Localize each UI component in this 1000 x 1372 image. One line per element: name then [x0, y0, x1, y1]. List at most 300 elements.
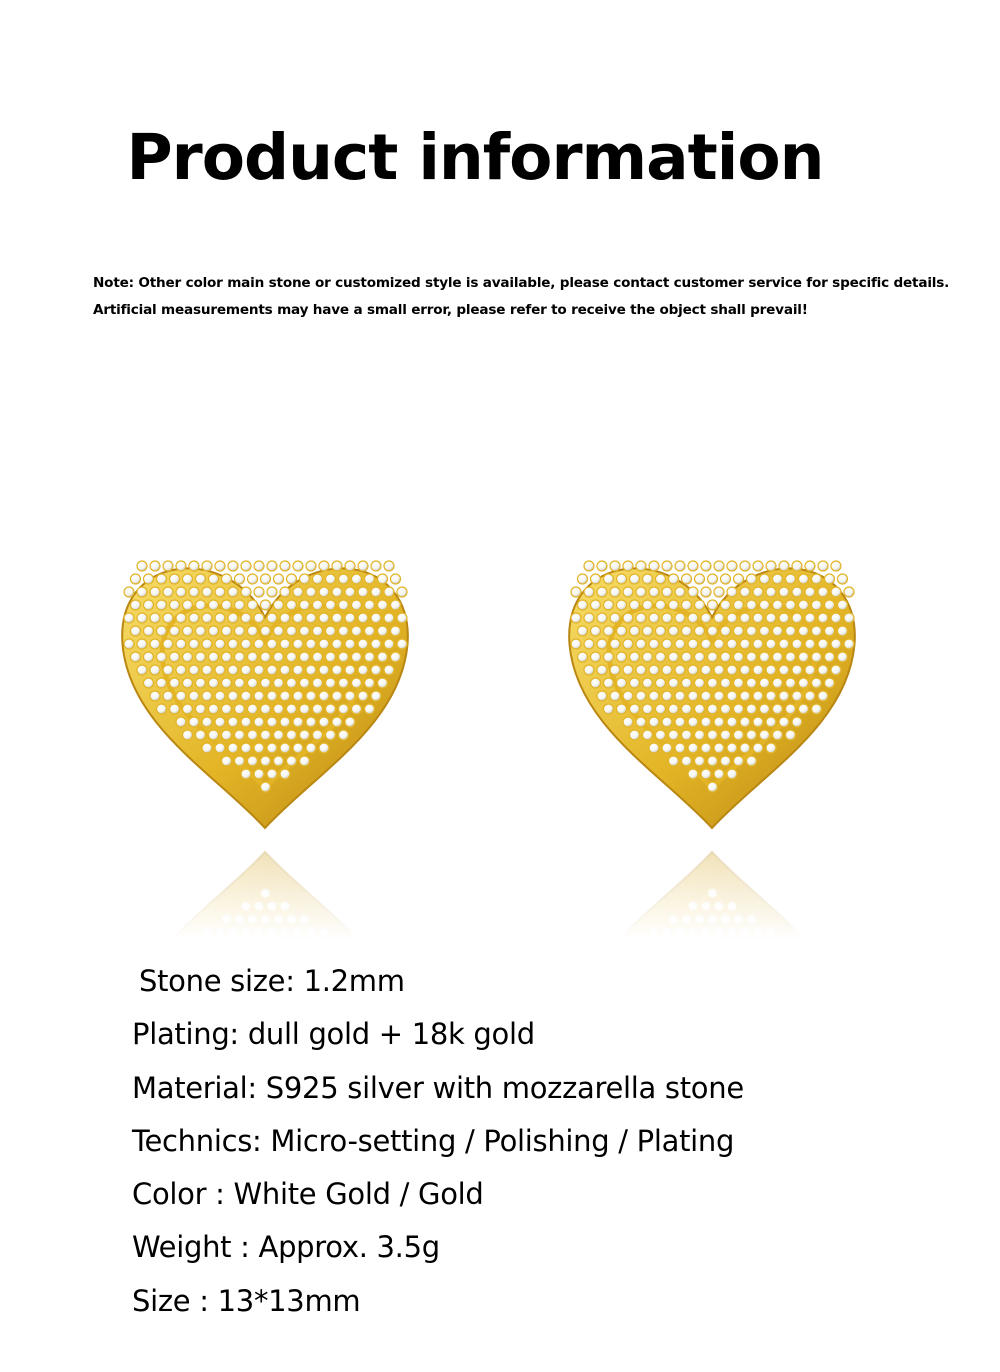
- pave-stone: [365, 678, 375, 688]
- pave-stone: [584, 587, 594, 597]
- pave-stone: [378, 600, 388, 610]
- pave-stone: [669, 652, 679, 662]
- pave-stone: [740, 561, 750, 571]
- pave-stone: [753, 665, 763, 675]
- pave-stone: [267, 665, 277, 675]
- pave-stone: [701, 665, 711, 675]
- pave-stone: [222, 704, 232, 714]
- pave-stone: [352, 678, 362, 688]
- pave-stone: [150, 665, 160, 675]
- pave-stone: [183, 600, 193, 610]
- pave-stone: [241, 717, 251, 727]
- pave-stone: [649, 743, 659, 753]
- pave-stone: [662, 587, 672, 597]
- pave-stone: [235, 756, 245, 766]
- pave-stone: [397, 587, 407, 597]
- pave-stone: [682, 730, 692, 740]
- pave-stone: [300, 626, 310, 636]
- pave-stone: [131, 626, 141, 636]
- pave-stone: [578, 652, 588, 662]
- pave-stone: [714, 665, 724, 675]
- pave-stone: [332, 587, 342, 597]
- pave-stone: [248, 652, 258, 662]
- pave-stone: [287, 756, 297, 766]
- pave-stone: [643, 574, 653, 584]
- pave-stone: [675, 743, 685, 753]
- pave-stone: [649, 639, 659, 649]
- pave-stone: [274, 730, 284, 740]
- pave-stone: [313, 600, 323, 610]
- pave-stone: [701, 743, 711, 753]
- pave-stone: [747, 574, 757, 584]
- pave-stone: [649, 587, 659, 597]
- pave-stone: [636, 717, 646, 727]
- pave-stone: [176, 613, 186, 623]
- pave-stone: [669, 704, 679, 714]
- pave-stone: [170, 600, 180, 610]
- pave-stone: [222, 574, 232, 584]
- pave-stone: [578, 574, 588, 584]
- pave-stone: [721, 626, 731, 636]
- pave-stone: [280, 613, 290, 623]
- pave-stone: [202, 587, 212, 597]
- pave-stone: [623, 691, 633, 701]
- pave-stone: [300, 730, 310, 740]
- pave-stone: [604, 626, 614, 636]
- pave-stone: [280, 769, 290, 779]
- pave-stone: [384, 665, 394, 675]
- pave-stone: [144, 574, 154, 584]
- pave-stone: [825, 626, 835, 636]
- pave-stone: [339, 730, 349, 740]
- pave-stone: [209, 600, 219, 610]
- pave-stone: [701, 561, 711, 571]
- pave-stone: [747, 600, 757, 610]
- pave-stone: [293, 613, 303, 623]
- page-title: Product information: [126, 121, 824, 194]
- pave-stone: [838, 574, 848, 584]
- pave-stone: [792, 717, 802, 727]
- pave-stone: [792, 587, 802, 597]
- pave-stone: [617, 678, 627, 688]
- pave-stone: [734, 704, 744, 714]
- pave-stone: [358, 691, 368, 701]
- pave-stone: [760, 574, 770, 584]
- pave-stone: [675, 717, 685, 727]
- pave-stone: [345, 639, 355, 649]
- pave-stone: [209, 678, 219, 688]
- pave-stone: [786, 730, 796, 740]
- pave-stone: [610, 639, 620, 649]
- pave-stone: [662, 561, 672, 571]
- pave-stone: [202, 743, 212, 753]
- pave-stone: [339, 704, 349, 714]
- pave-stone: [254, 587, 264, 597]
- pave-stone: [610, 691, 620, 701]
- pave-stone: [241, 665, 251, 675]
- spec-plating: Plating: dull gold + 18k gold: [132, 1017, 535, 1052]
- pave-stone: [695, 678, 705, 688]
- pave-stone: [170, 704, 180, 714]
- pave-stone: [649, 613, 659, 623]
- pave-stone: [352, 652, 362, 662]
- pave-stone: [779, 613, 789, 623]
- pave-stone: [818, 639, 828, 649]
- pave-stone: [209, 730, 219, 740]
- pave-stone: [306, 613, 316, 623]
- pave-stone: [825, 678, 835, 688]
- pave-stone: [332, 665, 342, 675]
- pave-stone: [805, 665, 815, 675]
- pave-stone: [727, 639, 737, 649]
- pave-stone: [630, 704, 640, 714]
- pave-stone: [391, 574, 401, 584]
- pave-stone: [261, 678, 271, 688]
- pave-stone: [267, 717, 277, 727]
- pave-stone: [630, 652, 640, 662]
- pave-stone: [280, 665, 290, 675]
- pave-stone: [623, 613, 633, 623]
- pave-stone: [267, 639, 277, 649]
- pave-stone: [313, 730, 323, 740]
- pave-stone: [124, 613, 134, 623]
- pave-stone: [358, 613, 368, 623]
- pave-stone: [708, 626, 718, 636]
- pave-stone: [682, 600, 692, 610]
- pave-stone: [649, 691, 659, 701]
- pave-stone: [209, 626, 219, 636]
- pave-stone: [261, 574, 271, 584]
- pave-stone: [287, 704, 297, 714]
- pave-stone: [636, 587, 646, 597]
- pave-stone: [365, 626, 375, 636]
- pave-stone: [636, 561, 646, 571]
- pave-stone: [157, 626, 167, 636]
- pave-stone: [300, 756, 310, 766]
- pave-stone: [326, 730, 336, 740]
- pave-stone: [339, 574, 349, 584]
- pave-stone: [727, 561, 737, 571]
- pave-stone: [163, 691, 173, 701]
- pave-stone: [345, 665, 355, 675]
- pave-stone: [636, 665, 646, 675]
- pave-stone: [241, 587, 251, 597]
- pave-stone: [708, 704, 718, 714]
- pave-stone: [805, 691, 815, 701]
- note-line-measurement: Artificial measurements may have a small error, please refer to receive the object shall prevail!: [93, 302, 808, 318]
- pave-stone: [391, 652, 401, 662]
- pave-stone: [176, 639, 186, 649]
- pave-stone: [714, 561, 724, 571]
- pave-stone: [228, 613, 238, 623]
- pave-stone: [584, 665, 594, 675]
- pave-stone: [371, 639, 381, 649]
- pave-stone: [202, 639, 212, 649]
- pave-stone: [799, 574, 809, 584]
- pave-stone: [371, 691, 381, 701]
- pave-stone: [222, 600, 232, 610]
- pave-stone: [358, 665, 368, 675]
- pave-stone: [818, 691, 828, 701]
- pave-stone: [656, 730, 666, 740]
- pave-stone: [623, 639, 633, 649]
- pave-stone: [701, 613, 711, 623]
- pave-stone: [365, 574, 375, 584]
- pave-stone: [150, 587, 160, 597]
- pave-stone: [831, 561, 841, 571]
- pave-stone: [630, 600, 640, 610]
- pave-stone: [617, 704, 627, 714]
- pave-stone: [222, 652, 232, 662]
- pave-stone: [293, 587, 303, 597]
- pave-stone: [610, 665, 620, 675]
- pave-stone: [688, 743, 698, 753]
- pave-stone: [319, 587, 329, 597]
- pave-stone: [604, 652, 614, 662]
- pave-stone: [604, 678, 614, 688]
- pave-stone: [241, 743, 251, 753]
- pave-stone: [747, 730, 757, 740]
- pave-stone: [176, 587, 186, 597]
- pave-stone: [209, 652, 219, 662]
- pave-stone: [649, 665, 659, 675]
- pave-stone: [734, 652, 744, 662]
- pave-stone: [196, 574, 206, 584]
- pave-stone: [799, 704, 809, 714]
- pave-stone: [669, 600, 679, 610]
- pave-stone: [643, 730, 653, 740]
- pave-stone: [662, 743, 672, 753]
- pave-stone: [721, 652, 731, 662]
- pave-stone: [371, 561, 381, 571]
- pave-stone: [695, 626, 705, 636]
- pave-stone: [708, 678, 718, 688]
- pave-stone: [358, 639, 368, 649]
- pave-stone: [306, 561, 316, 571]
- pave-stone: [695, 600, 705, 610]
- pave-stone: [662, 665, 672, 675]
- spec-size: Size : 13*13mm: [132, 1283, 361, 1318]
- pave-stone: [714, 717, 724, 727]
- pave-stone: [228, 717, 238, 727]
- pave-stone: [734, 626, 744, 636]
- pave-stone: [326, 704, 336, 714]
- pave-stone: [157, 652, 167, 662]
- pave-stone: [202, 665, 212, 675]
- pave-stone: [636, 691, 646, 701]
- pave-stone: [365, 704, 375, 714]
- pave-stone: [241, 691, 251, 701]
- pave-stone: [649, 561, 659, 571]
- pave-stone: [345, 613, 355, 623]
- pave-stone: [766, 639, 776, 649]
- pave-stone: [675, 691, 685, 701]
- pave-stone: [825, 652, 835, 662]
- pave-stone: [760, 652, 770, 662]
- pave-stone: [235, 574, 245, 584]
- pave-stone: [391, 600, 401, 610]
- pave-stone: [571, 639, 581, 649]
- pave-stone: [170, 574, 180, 584]
- pave-stone: [610, 613, 620, 623]
- pave-stone: [584, 639, 594, 649]
- pave-stone: [384, 561, 394, 571]
- pave-stone: [326, 678, 336, 688]
- pave-stone: [708, 600, 718, 610]
- pave-stone: [163, 613, 173, 623]
- pave-stone: [662, 691, 672, 701]
- pave-stone: [261, 652, 271, 662]
- pave-stone: [319, 691, 329, 701]
- pave-stone: [708, 782, 718, 792]
- pave-stone: [339, 652, 349, 662]
- pave-stone: [831, 613, 841, 623]
- pave-stone: [604, 600, 614, 610]
- pave-stone: [339, 678, 349, 688]
- pave-stone: [597, 587, 607, 597]
- pave-stone: [339, 600, 349, 610]
- pave-stone: [248, 574, 258, 584]
- pave-stone: [300, 574, 310, 584]
- pave-stone: [391, 626, 401, 636]
- pave-stone: [202, 717, 212, 727]
- pave-stone: [189, 587, 199, 597]
- pave-stone: [597, 613, 607, 623]
- pave-stone: [254, 691, 264, 701]
- pave-stone: [183, 704, 193, 714]
- pave-stone: [805, 613, 815, 623]
- pave-stone: [267, 769, 277, 779]
- reflection-fade: [0, 840, 1000, 940]
- pave-stone: [708, 730, 718, 740]
- pave-stone: [222, 756, 232, 766]
- pave-stone: [280, 691, 290, 701]
- pave-stone: [805, 561, 815, 571]
- pave-stone: [306, 587, 316, 597]
- pave-stone: [313, 652, 323, 662]
- pave-stone: [222, 626, 232, 636]
- pave-stone: [688, 665, 698, 675]
- pave-stone: [792, 665, 802, 675]
- pave-stone: [714, 639, 724, 649]
- pave-stone: [805, 587, 815, 597]
- pave-stone: [786, 600, 796, 610]
- pave-stone: [280, 561, 290, 571]
- pave-stone: [753, 717, 763, 727]
- pave-stone: [313, 574, 323, 584]
- pave-stone: [571, 613, 581, 623]
- pave-stone: [352, 704, 362, 714]
- pave-stone: [584, 561, 594, 571]
- pave-stone: [267, 587, 277, 597]
- pave-stone: [319, 561, 329, 571]
- pave-stone: [630, 574, 640, 584]
- pave-stone: [838, 652, 848, 662]
- spec-stone-size: Stone size: 1.2mm: [139, 964, 405, 998]
- specs-list: [132, 955, 952, 1328]
- pave-stone: [300, 704, 310, 714]
- pave-stone: [176, 717, 186, 727]
- pave-stone: [176, 561, 186, 571]
- pave-stone: [714, 743, 724, 753]
- pave-stone: [799, 678, 809, 688]
- pave-stone: [326, 574, 336, 584]
- pave-stone: [591, 652, 601, 662]
- pave-stone: [306, 691, 316, 701]
- pave-stone: [345, 691, 355, 701]
- product-image: [0, 540, 1000, 940]
- pave-stone: [766, 561, 776, 571]
- pave-stone: [571, 587, 581, 597]
- pave-stone: [371, 587, 381, 597]
- pave-stone: [332, 717, 342, 727]
- pave-stone: [345, 561, 355, 571]
- pave-stone: [721, 704, 731, 714]
- pave-stone: [176, 665, 186, 675]
- pave-stone: [196, 652, 206, 662]
- pave-stone: [293, 691, 303, 701]
- pave-stone: [669, 756, 679, 766]
- pave-stone: [766, 743, 776, 753]
- pave-stone: [150, 613, 160, 623]
- pave-stone: [617, 574, 627, 584]
- pave-stone: [786, 626, 796, 636]
- pave-stone: [150, 639, 160, 649]
- pave-stone: [235, 652, 245, 662]
- pave-stone: [241, 613, 251, 623]
- pave-stone: [786, 574, 796, 584]
- pave-stone: [274, 756, 284, 766]
- pave-stone: [183, 626, 193, 636]
- pave-stone: [176, 691, 186, 701]
- pave-stone: [812, 652, 822, 662]
- pave-stone: [688, 717, 698, 727]
- pave-stone: [597, 691, 607, 701]
- pave-stone: [287, 678, 297, 688]
- spec-weight: Weight : Approx. 3.5g: [132, 1230, 440, 1265]
- pave-stone: [235, 600, 245, 610]
- pave-stone: [189, 613, 199, 623]
- pave-stone: [825, 600, 835, 610]
- pave-stone: [591, 574, 601, 584]
- pave-stone: [708, 574, 718, 584]
- pave-stone: [163, 561, 173, 571]
- pave-stone: [766, 691, 776, 701]
- pave-stone: [215, 587, 225, 597]
- pave-stone: [623, 561, 633, 571]
- pave-stone: [773, 704, 783, 714]
- pave-stone: [293, 665, 303, 675]
- pave-stone: [591, 678, 601, 688]
- pave-stone: [254, 613, 264, 623]
- pave-stone: [397, 639, 407, 649]
- pave-stone: [682, 574, 692, 584]
- pave-stone: [183, 730, 193, 740]
- pave-stone: [157, 600, 167, 610]
- pave-stone: [183, 678, 193, 688]
- pave-stone: [267, 613, 277, 623]
- pave-stone: [300, 652, 310, 662]
- pave-stone: [740, 587, 750, 597]
- pave-stone: [163, 665, 173, 675]
- pave-stone: [818, 561, 828, 571]
- pave-stone: [345, 587, 355, 597]
- pave-stone: [209, 574, 219, 584]
- pave-stone: [740, 743, 750, 753]
- pave-stone: [293, 743, 303, 753]
- pave-stone: [656, 626, 666, 636]
- pave-stone: [786, 652, 796, 662]
